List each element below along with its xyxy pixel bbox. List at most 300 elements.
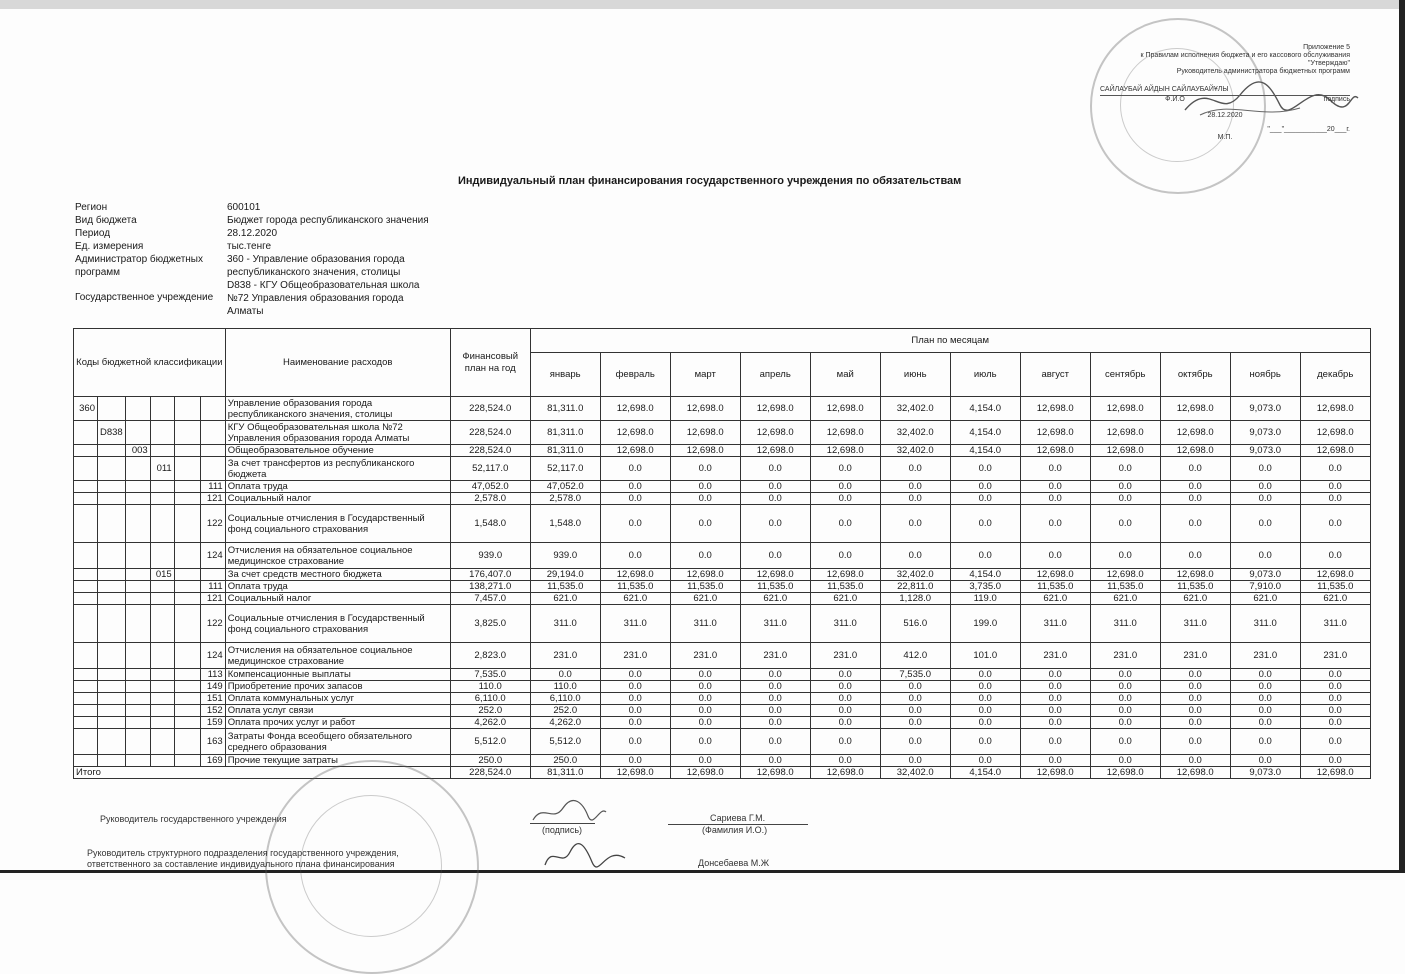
annual-plan-value: 2,578.0	[450, 493, 530, 505]
footer-sub-label-1: Руководитель структурного подразделения государственного учреждения,	[87, 848, 399, 858]
table-row	[74, 681, 1371, 693]
month-value: 12,698.0	[740, 397, 810, 421]
month-value: 32,402.0	[880, 397, 950, 421]
annual-plan-value: 52,117.0	[450, 457, 530, 481]
month-value: 0.0	[1230, 681, 1300, 693]
month-value: 4,154.0	[950, 397, 1020, 421]
month-value: 0.0	[740, 681, 810, 693]
month-value: 12,698.0	[1020, 569, 1090, 581]
code-cell	[74, 457, 98, 481]
month-value: 0.0	[810, 681, 880, 693]
info-label-institution: Государственное учреждение	[75, 292, 214, 303]
month-value: 199.0	[950, 605, 1020, 643]
code-cell	[98, 457, 126, 481]
code-cell	[150, 481, 174, 493]
month-value: 0.0	[1230, 505, 1300, 543]
info-value-administrator: 360 - Управление образования города республиканского значения, столицы	[227, 254, 405, 278]
month-value: 32,402.0	[880, 421, 950, 445]
code-cell	[74, 729, 98, 755]
code-cell	[98, 445, 126, 457]
table-row	[74, 493, 1371, 505]
code-cell	[150, 493, 174, 505]
code-cell	[98, 569, 126, 581]
code-cell	[174, 505, 200, 543]
code-cell	[125, 605, 150, 643]
month-value: 0.0	[880, 481, 950, 493]
annual-plan-value: 5,512.0	[450, 729, 530, 755]
month-value: 0.0	[1300, 669, 1370, 681]
month-value: 0.0	[950, 705, 1020, 717]
info-value-institution: D838 - КГУ Общеобразовательная школа №72 Управления образования города Алматы	[227, 280, 420, 315]
month-value: 11,535.0	[670, 581, 740, 593]
month-value: 0.0	[1020, 493, 1090, 505]
month-value: 0.0	[740, 457, 810, 481]
code-cell	[125, 593, 150, 605]
month-value: 0.0	[1230, 669, 1300, 681]
month-value: 0.0	[600, 681, 670, 693]
annual-plan-value: 110.0	[450, 681, 530, 693]
table-row	[74, 569, 1371, 581]
month-value: 81,311.0	[530, 445, 600, 457]
code-cell	[98, 681, 126, 693]
month-value: 12,698.0	[810, 397, 880, 421]
month-value: 621.0	[740, 593, 810, 605]
month-value: 11,535.0	[1020, 581, 1090, 593]
month-value: 412.0	[880, 643, 950, 669]
code-cell	[125, 693, 150, 705]
table-row	[74, 581, 1371, 593]
annual-plan-value: 138,271.0	[450, 581, 530, 593]
expense-name: Оплата коммунальных услуг	[225, 693, 450, 705]
header-month-10: ноябрь	[1230, 353, 1300, 397]
month-value: 0.0	[1300, 681, 1370, 693]
code-cell	[150, 421, 174, 445]
month-value: 11,535.0	[740, 581, 810, 593]
code-cell	[150, 669, 174, 681]
footer-sign-line	[530, 823, 595, 824]
code-cell: 360	[74, 397, 98, 421]
total-month-value: 9,073.0	[1230, 767, 1300, 779]
month-value: 0.0	[1230, 755, 1300, 767]
annual-plan-value: 228,524.0	[450, 397, 530, 421]
month-value: 0.0	[880, 705, 950, 717]
month-value: 621.0	[600, 593, 670, 605]
annual-plan-value: 228,524.0	[450, 445, 530, 457]
header-month-2: март	[670, 353, 740, 397]
month-value: 9,073.0	[1230, 445, 1300, 457]
month-value: 0.0	[1020, 669, 1090, 681]
approval-appendix: Приложение 5	[1303, 44, 1350, 51]
month-value: 12,698.0	[740, 421, 810, 445]
month-value: 311.0	[1300, 605, 1370, 643]
month-value: 0.0	[740, 755, 810, 767]
code-cell	[150, 681, 174, 693]
code-cell	[150, 543, 174, 569]
code-cell	[74, 717, 98, 729]
month-value: 0.0	[1230, 705, 1300, 717]
month-value: 0.0	[810, 481, 880, 493]
month-value: 0.0	[1020, 681, 1090, 693]
info-label-unit: Ед. измерения	[75, 241, 144, 252]
code-cell	[98, 505, 126, 543]
month-value: 0.0	[600, 729, 670, 755]
code-cell	[150, 643, 174, 669]
month-value: 231.0	[1230, 643, 1300, 669]
month-value: 0.0	[1090, 669, 1160, 681]
month-value: 0.0	[740, 717, 810, 729]
expense-name: Социальный налог	[225, 593, 450, 605]
month-value: 621.0	[670, 593, 740, 605]
total-month-value: 12,698.0	[740, 767, 810, 779]
month-value: 81,311.0	[530, 421, 600, 445]
month-value: 231.0	[1300, 643, 1370, 669]
scan-right-edge	[1399, 0, 1405, 873]
code-cell	[74, 543, 98, 569]
month-value: 12,698.0	[1020, 421, 1090, 445]
total-month-value: 12,698.0	[1300, 767, 1370, 779]
info-value-budget-type: Бюджет города республиканского значения	[227, 215, 429, 226]
month-value: 0.0	[810, 505, 880, 543]
month-value: 11,535.0	[1090, 581, 1160, 593]
month-value: 0.0	[530, 669, 600, 681]
month-value: 231.0	[670, 643, 740, 669]
code-cell	[98, 481, 126, 493]
month-value: 12,698.0	[1090, 397, 1160, 421]
header-plan: Финансовый план на год	[450, 329, 530, 397]
approval-date-blank: "___"___________20___г.	[1267, 126, 1350, 133]
month-value: 0.0	[740, 669, 810, 681]
annual-plan-value: 1,548.0	[450, 505, 530, 543]
code-cell	[74, 593, 98, 605]
month-value: 0.0	[1160, 505, 1230, 543]
header-month-5: июнь	[880, 353, 950, 397]
month-value: 311.0	[1020, 605, 1090, 643]
month-value: 0.0	[810, 543, 880, 569]
month-value: 7,535.0	[880, 669, 950, 681]
expense-name: Оплата услуг связи	[225, 705, 450, 717]
table-row	[74, 481, 1371, 493]
code-cell	[150, 717, 174, 729]
month-value: 12,698.0	[600, 421, 670, 445]
code-cell: 111	[200, 481, 225, 493]
month-value: 0.0	[740, 505, 810, 543]
month-value: 621.0	[1160, 593, 1230, 605]
month-value: 0.0	[1090, 717, 1160, 729]
code-cell: 113	[200, 669, 225, 681]
month-value: 0.0	[880, 543, 950, 569]
month-value: 0.0	[950, 457, 1020, 481]
month-value: 0.0	[670, 755, 740, 767]
month-value: 12,698.0	[670, 421, 740, 445]
approval-approved: "Утверждаю"	[1308, 60, 1350, 67]
month-value: 621.0	[1020, 593, 1090, 605]
annual-plan-value: 252.0	[450, 705, 530, 717]
code-cell: 124	[200, 643, 225, 669]
footer-fio-label: (Фамилия И.О.)	[702, 825, 768, 835]
code-cell	[98, 669, 126, 681]
header-month-4: май	[810, 353, 880, 397]
month-value: 0.0	[950, 505, 1020, 543]
table-row	[74, 705, 1371, 717]
expense-name: Отчисления на обязательное социальное медицинское страхование	[225, 543, 450, 569]
annual-plan-value: 6,110.0	[450, 693, 530, 705]
month-value: 0.0	[670, 669, 740, 681]
month-value: 0.0	[1020, 481, 1090, 493]
total-month-value: 12,698.0	[810, 767, 880, 779]
month-value: 0.0	[740, 481, 810, 493]
month-value: 939.0	[530, 543, 600, 569]
info-value-unit: тыс.тенге	[227, 241, 272, 252]
table-row	[74, 643, 1371, 669]
code-cell	[74, 693, 98, 705]
month-value: 0.0	[1160, 705, 1230, 717]
code-cell: 003	[125, 445, 150, 457]
footer-sub-label-2: ответственного за составление индивидуального плана финансирования	[87, 859, 395, 869]
code-cell	[174, 569, 200, 581]
annual-plan-value: 228,524.0	[450, 421, 530, 445]
month-value: 12,698.0	[670, 569, 740, 581]
month-value: 231.0	[1020, 643, 1090, 669]
code-cell	[74, 493, 98, 505]
month-value: 0.0	[740, 729, 810, 755]
month-value: 0.0	[880, 457, 950, 481]
month-value: 0.0	[810, 755, 880, 767]
month-value: 0.0	[600, 717, 670, 729]
header-month-6: июль	[950, 353, 1020, 397]
code-cell	[74, 445, 98, 457]
code-cell: 169	[200, 755, 225, 767]
month-value: 0.0	[880, 693, 950, 705]
month-value: 0.0	[600, 493, 670, 505]
month-value: 12,698.0	[1300, 421, 1370, 445]
month-value: 231.0	[600, 643, 670, 669]
month-value: 0.0	[880, 755, 950, 767]
month-value: 0.0	[1230, 693, 1300, 705]
expense-name: Оплата прочих услуг и работ	[225, 717, 450, 729]
month-value: 0.0	[950, 729, 1020, 755]
code-cell: 159	[200, 717, 225, 729]
code-cell: 011	[150, 457, 174, 481]
code-cell	[98, 717, 126, 729]
month-value: 0.0	[1160, 669, 1230, 681]
month-value: 0.0	[810, 717, 880, 729]
approval-head-name: САЙЛАУБАЙ АЙДЫН САЙЛАУБАЙҰЛЫ	[1100, 86, 1229, 93]
month-value: 12,698.0	[740, 569, 810, 581]
month-value: 12,698.0	[600, 445, 670, 457]
month-value: 311.0	[1090, 605, 1160, 643]
info-label-period: Период	[75, 228, 111, 239]
month-value: 0.0	[880, 729, 950, 755]
header-codes: Коды бюджетной классификации	[74, 329, 226, 397]
month-value: 0.0	[1230, 493, 1300, 505]
month-value: 0.0	[600, 669, 670, 681]
month-value: 0.0	[670, 729, 740, 755]
month-value: 0.0	[1300, 457, 1370, 481]
month-value: 12,698.0	[810, 421, 880, 445]
annual-plan-value: 2,823.0	[450, 643, 530, 669]
code-cell: 121	[200, 493, 225, 505]
month-value: 0.0	[1300, 493, 1370, 505]
month-value: 4,154.0	[950, 445, 1020, 457]
month-value: 0.0	[1020, 457, 1090, 481]
month-value: 81,311.0	[530, 397, 600, 421]
month-value: 311.0	[1230, 605, 1300, 643]
code-cell	[150, 581, 174, 593]
month-value: 12,698.0	[810, 569, 880, 581]
code-cell	[74, 421, 98, 445]
total-month-value: 12,698.0	[1090, 767, 1160, 779]
code-cell	[98, 593, 126, 605]
code-cell	[98, 581, 126, 593]
month-value: 0.0	[670, 505, 740, 543]
month-value: 0.0	[1090, 693, 1160, 705]
approval-mp-label: М.П.	[1217, 134, 1233, 141]
approval-head-title: Руководитель администратора бюджетных программ	[1176, 68, 1350, 75]
month-value: 0.0	[740, 493, 810, 505]
code-cell	[125, 669, 150, 681]
header-month-9: октябрь	[1160, 353, 1230, 397]
code-cell: 121	[200, 593, 225, 605]
month-value: 231.0	[1160, 643, 1230, 669]
month-value: 516.0	[880, 605, 950, 643]
month-value: 621.0	[530, 593, 600, 605]
month-value: 0.0	[1300, 481, 1370, 493]
month-value: 231.0	[1090, 643, 1160, 669]
code-cell	[74, 605, 98, 643]
month-value: 0.0	[1090, 729, 1160, 755]
total-month-value: 81,311.0	[530, 767, 600, 779]
code-cell	[125, 543, 150, 569]
month-value: 0.0	[950, 481, 1020, 493]
month-value: 3,735.0	[950, 581, 1020, 593]
month-value: 0.0	[810, 457, 880, 481]
month-value: 12,698.0	[670, 445, 740, 457]
month-value: 0.0	[670, 693, 740, 705]
annual-plan-value: 250.0	[450, 755, 530, 767]
month-value: 0.0	[950, 681, 1020, 693]
annual-plan-value: 7,535.0	[450, 669, 530, 681]
code-cell	[150, 505, 174, 543]
total-label: Итого	[74, 767, 451, 779]
month-value: 9,073.0	[1230, 421, 1300, 445]
month-value: 0.0	[1300, 755, 1370, 767]
code-cell	[125, 717, 150, 729]
month-value: 0.0	[880, 505, 950, 543]
code-cell	[125, 457, 150, 481]
month-value: 621.0	[1090, 593, 1160, 605]
code-cell	[98, 693, 126, 705]
info-label-budget-type: Вид бюджета	[75, 215, 137, 226]
code-cell	[150, 705, 174, 717]
footer-sign-label: (подпись)	[542, 825, 583, 835]
month-value: 12,698.0	[1020, 445, 1090, 457]
month-value: 0.0	[600, 505, 670, 543]
code-cell	[150, 397, 174, 421]
scan-top-edge	[0, 0, 1405, 9]
table-row	[74, 543, 1371, 569]
month-value: 22,811.0	[880, 581, 950, 593]
month-value: 0.0	[670, 681, 740, 693]
code-cell	[98, 397, 126, 421]
code-cell	[174, 681, 200, 693]
code-cell: D838	[98, 421, 126, 445]
month-value: 231.0	[810, 643, 880, 669]
code-cell: 152	[200, 705, 225, 717]
code-cell	[174, 705, 200, 717]
month-value: 12,698.0	[1300, 445, 1370, 457]
code-cell: 015	[150, 569, 174, 581]
total-month-value: 4,154.0	[950, 767, 1020, 779]
month-value: 4,154.0	[950, 421, 1020, 445]
month-value: 12,698.0	[1090, 569, 1160, 581]
code-cell	[74, 581, 98, 593]
approval-block	[1100, 44, 1350, 142]
table-row	[74, 669, 1371, 681]
code-cell: 124	[200, 543, 225, 569]
code-cell	[174, 717, 200, 729]
month-value: 250.0	[530, 755, 600, 767]
annual-plan-value: 176,407.0	[450, 569, 530, 581]
month-value: 0.0	[600, 543, 670, 569]
month-value: 4,262.0	[530, 717, 600, 729]
month-value: 0.0	[810, 705, 880, 717]
code-cell	[174, 605, 200, 643]
month-value: 2,578.0	[530, 493, 600, 505]
code-cell	[150, 593, 174, 605]
expense-name: КГУ Общеобразовательная школа №72 Управления образования города Алматы	[225, 421, 450, 445]
month-value: 32,402.0	[880, 569, 950, 581]
code-cell	[150, 729, 174, 755]
month-value: 311.0	[810, 605, 880, 643]
month-value: 12,698.0	[1090, 421, 1160, 445]
code-cell	[200, 445, 225, 457]
code-cell: 151	[200, 693, 225, 705]
month-value: 0.0	[1230, 481, 1300, 493]
code-cell	[200, 421, 225, 445]
code-cell	[98, 493, 126, 505]
expense-name: Затраты Фонда всеобщего обязательного среднего образования	[225, 729, 450, 755]
month-value: 7,910.0	[1230, 581, 1300, 593]
table-row	[74, 505, 1371, 543]
annual-plan-value: 7,457.0	[450, 593, 530, 605]
code-cell	[74, 643, 98, 669]
info-label-region: Регион	[75, 202, 108, 213]
month-value: 0.0	[1020, 755, 1090, 767]
annual-plan-value: 47,052.0	[450, 481, 530, 493]
code-cell	[98, 605, 126, 643]
month-value: 12,698.0	[1160, 397, 1230, 421]
code-cell	[150, 755, 174, 767]
financing-plan-table	[73, 328, 1371, 779]
month-value: 5,512.0	[530, 729, 600, 755]
month-value: 0.0	[1300, 729, 1370, 755]
month-value: 0.0	[1090, 481, 1160, 493]
month-value: 9,073.0	[1230, 569, 1300, 581]
total-month-value: 12,698.0	[1160, 767, 1230, 779]
month-value: 252.0	[530, 705, 600, 717]
month-value: 0.0	[1090, 681, 1160, 693]
month-value: 12,698.0	[810, 445, 880, 457]
month-value: 12,698.0	[1160, 445, 1230, 457]
month-value: 0.0	[600, 705, 670, 717]
code-cell	[98, 729, 126, 755]
month-value: 0.0	[1160, 681, 1230, 693]
month-value: 231.0	[740, 643, 810, 669]
code-cell	[174, 669, 200, 681]
code-cell	[125, 481, 150, 493]
code-cell	[174, 581, 200, 593]
month-value: 110.0	[530, 681, 600, 693]
